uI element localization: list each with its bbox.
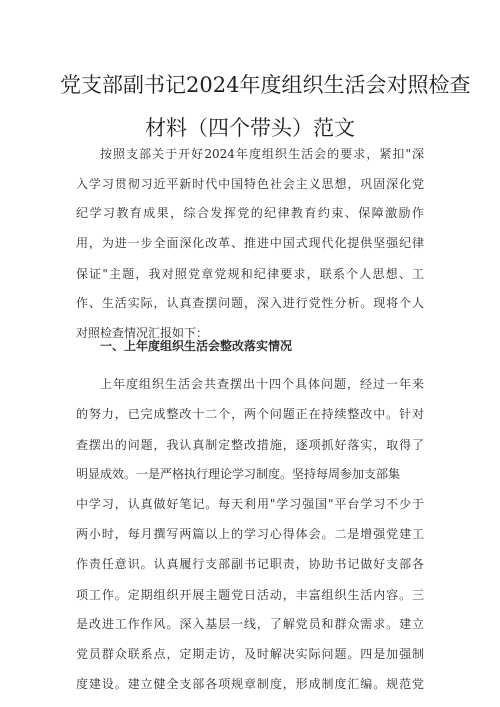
intro-line: 作、生活实际，认真查摆问题，深入进行党性分析。现将个人 — [76, 296, 424, 310]
section-line: 明显成效。一是严格执行理论学习制度。坚持每周参加支部集 — [76, 467, 401, 481]
section-line: 度建设。建立健全支部各项规章制度，形成制度汇编。规范党 — [76, 677, 424, 691]
section-line: 的努力，已完成整改十二个，两个问题正在持续整改中。针对 — [76, 407, 424, 421]
document-title-line-2: 材料（四个带头）范文 — [145, 116, 355, 140]
section-line: 项工作。定期组织开展主题党日活动，丰富组织生活内容。三 — [76, 588, 424, 602]
section-heading: 一、上年度组织生活会整改落实情况 — [100, 339, 293, 353]
intro-line: 保证"主题，我对照党章党规和纪律要求，联系个人思想、工 — [76, 267, 424, 281]
intro-line: 对照检查情况汇报如下： — [76, 326, 209, 340]
section-line: 作责任意识。认真履行支部副书记职责，协助书记做好支部各 — [76, 557, 424, 571]
section-line: 上年度组织生活会共查摆出十四个具体问题，经过一年来 — [100, 377, 424, 391]
intro-line: 入学习贯彻习近平新时代中国特色社会主义思想，巩固深化党 — [76, 177, 424, 191]
section-line: 党员群众联系点，定期走访，及时解决实际问题。四是加强制 — [76, 647, 424, 661]
intro-line: 按照支部关于开好2024年度组织生活会的要求，紧扣"深 — [100, 147, 424, 161]
document-title-line-1: 党支部副书记2024年度组织生活会对照检查 — [60, 73, 471, 97]
section-line: 是改进工作作风。深入基层一线，了解党员和群众需求。建立 — [76, 617, 424, 631]
intro-line: 用，为进一步全面深化改革、推进中国式现代化提供坚强纪律 — [76, 236, 424, 250]
section-line: 中学习，认真做好笔记。每天利用"学习强国"平台学习不少于 — [76, 497, 424, 511]
intro-line: 纪学习教育成果，综合发挥党的纪律教育约束、保障激励作 — [76, 206, 424, 220]
section-line: 查摆出的问题，我认真制定整改措施，逐项抓好落实，取得了 — [76, 438, 424, 452]
section-line: 两小时，每月撰写两篇以上的学习心得体会。二是增强党建工 — [76, 527, 424, 541]
